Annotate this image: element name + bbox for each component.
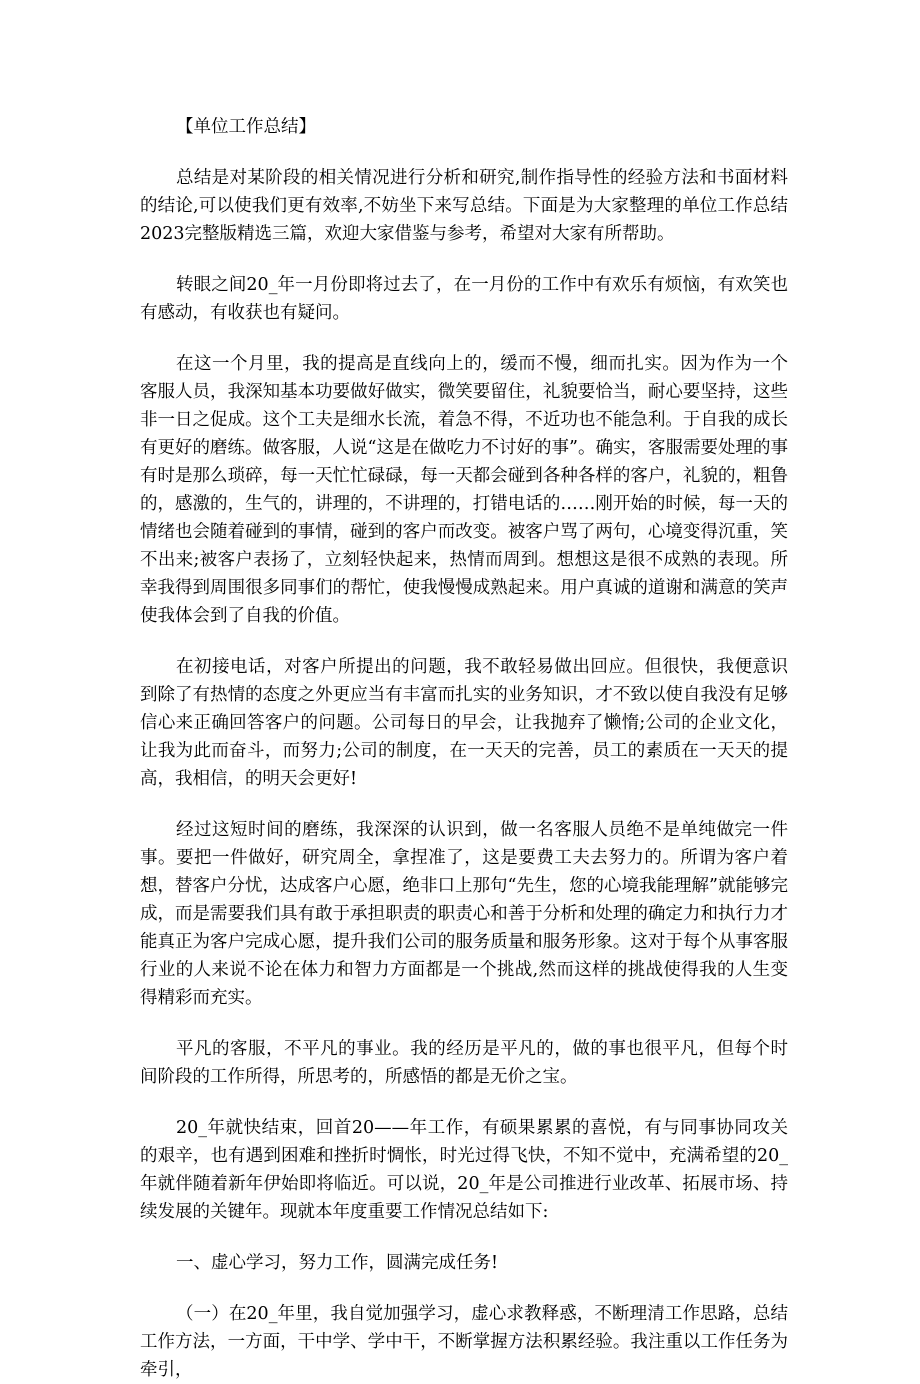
paragraph-ordinary-service: 平凡的客服，不平凡的事业。我的经历是平凡的，做的事也很平凡，但每个时间阶段的工作所得，所思考的，所感悟的都是无价之宝。 [140,1039,788,1087]
paragraph-month-progress: 在这一个月里，我的提高是直线向上的，缓而不慢，细而扎实。因为作为一个客服人员，我深知基本功要做好做实，微笑要留住，礼貌要恰当，耐心要坚持，这些非一日之促成。这个工夫是细水长流，着急不得，不近功也不能急利。于自我的成长有更好的磨练。做客服，人说“这是在做吃力不讨好的事”。确实，客服需要处理的事有时是那么琐碎，每一天忙忙碌碌，每一天都会碰到各种各样的客户，礼貌的，粗鲁的，感激的，生气的，讲理的，不讲理的，打错电话的……刚开始的时候，每一天的情绪也会随着碰到的事情，碰到的客户而改变。被客户骂了两句，心境变得沉重，笑不出来;被客户表扬了，立刻轻快起来，热情而周到。想想这是很不成熟的表现。所幸我得到周围很多同事们的帮忙，使我慢慢成熟起来。用户真诚的道谢和满意的笑声使我体会到了自我的价值。 [140,354,788,626]
paragraph-study: （一）在20_年里，我自觉加强学习，虚心求教释惑，不断理清工作思路，总结工作方法，一方面，干中学、学中干，不断掌握方法积累经验。我注重以工作任务为牵引， [140,1304,788,1380]
paragraph-section-heading: 一、虚心学习，努力工作，圆满完成任务! [176,1253,499,1273]
paragraph-january: 转眼之间20_年一月份即将过去了，在一月份的工作中有欢乐有烦恼，有欢笑也有感动，有收获也有疑问。 [140,275,788,323]
paragraph-year-end: 20_年就快结束，回首20——年工作，有硕果累累的喜悦，有与同事协同攻关的艰辛，也有遇到困难和挫折时惆怅，时光过得飞快，不知不觉中，充满希望的20_年就伴随着新年伊始即将临近。可以说，20_年是公司推进行业改革、拓展市场、持续发展的关键年。现就本年度重要工作情况总结如下: [140,1118,788,1222]
paragraph-first-calls: 在初接电话，对客户所提出的问题，我不敢轻易做出回应。但很快，我便意识到除了有热情的态度之外更应当有丰富而扎实的业务知识，才不致以使自我没有足够信心来正确回答客户的问题。公司每日的早会，让我抛弃了懒惰;公司的企业文化，让我为此而奋斗，而努力;公司的制度，在一天天的完善，员工的素质在一天天的提高，我相信，的明天会更好! [140,657,788,789]
document-title: 【单位工作总结】 [176,117,316,137]
paragraph-intro: 总结是对某阶段的相关情况进行分析和研究,制作指导性的经验方法和书面材料的结论,可以使我们更有效率,不妨坐下来写总结。下面是为大家整理的单位工作总结2023完整版精选三篇，欢迎大家借鉴与参考，希望对大家有所帮助。 [140,168,788,244]
paragraph-reflection: 经过这短时间的磨练，我深深的认识到，做一名客服人员绝不是单纯做完一件事。要把一件做好，研究周全，拿捏准了，这是要费工夫去努力的。所谓为客户着想，替客户分忧，达成客户心愿，绝非口上那句“先生，您的心境我能理解”就能够完成，而是需要我们具有敢于承担职责的职责心和善于分析和处理的确定力和执行力才能真正为客户完成心愿，提升我们公司的服务质量和服务形象。这对于每个从事客服行业的人来说不论在体力和智力方面都是一个挑战,然而这样的挑战使得我的人生变得精彩而充实。 [140,820,788,1008]
